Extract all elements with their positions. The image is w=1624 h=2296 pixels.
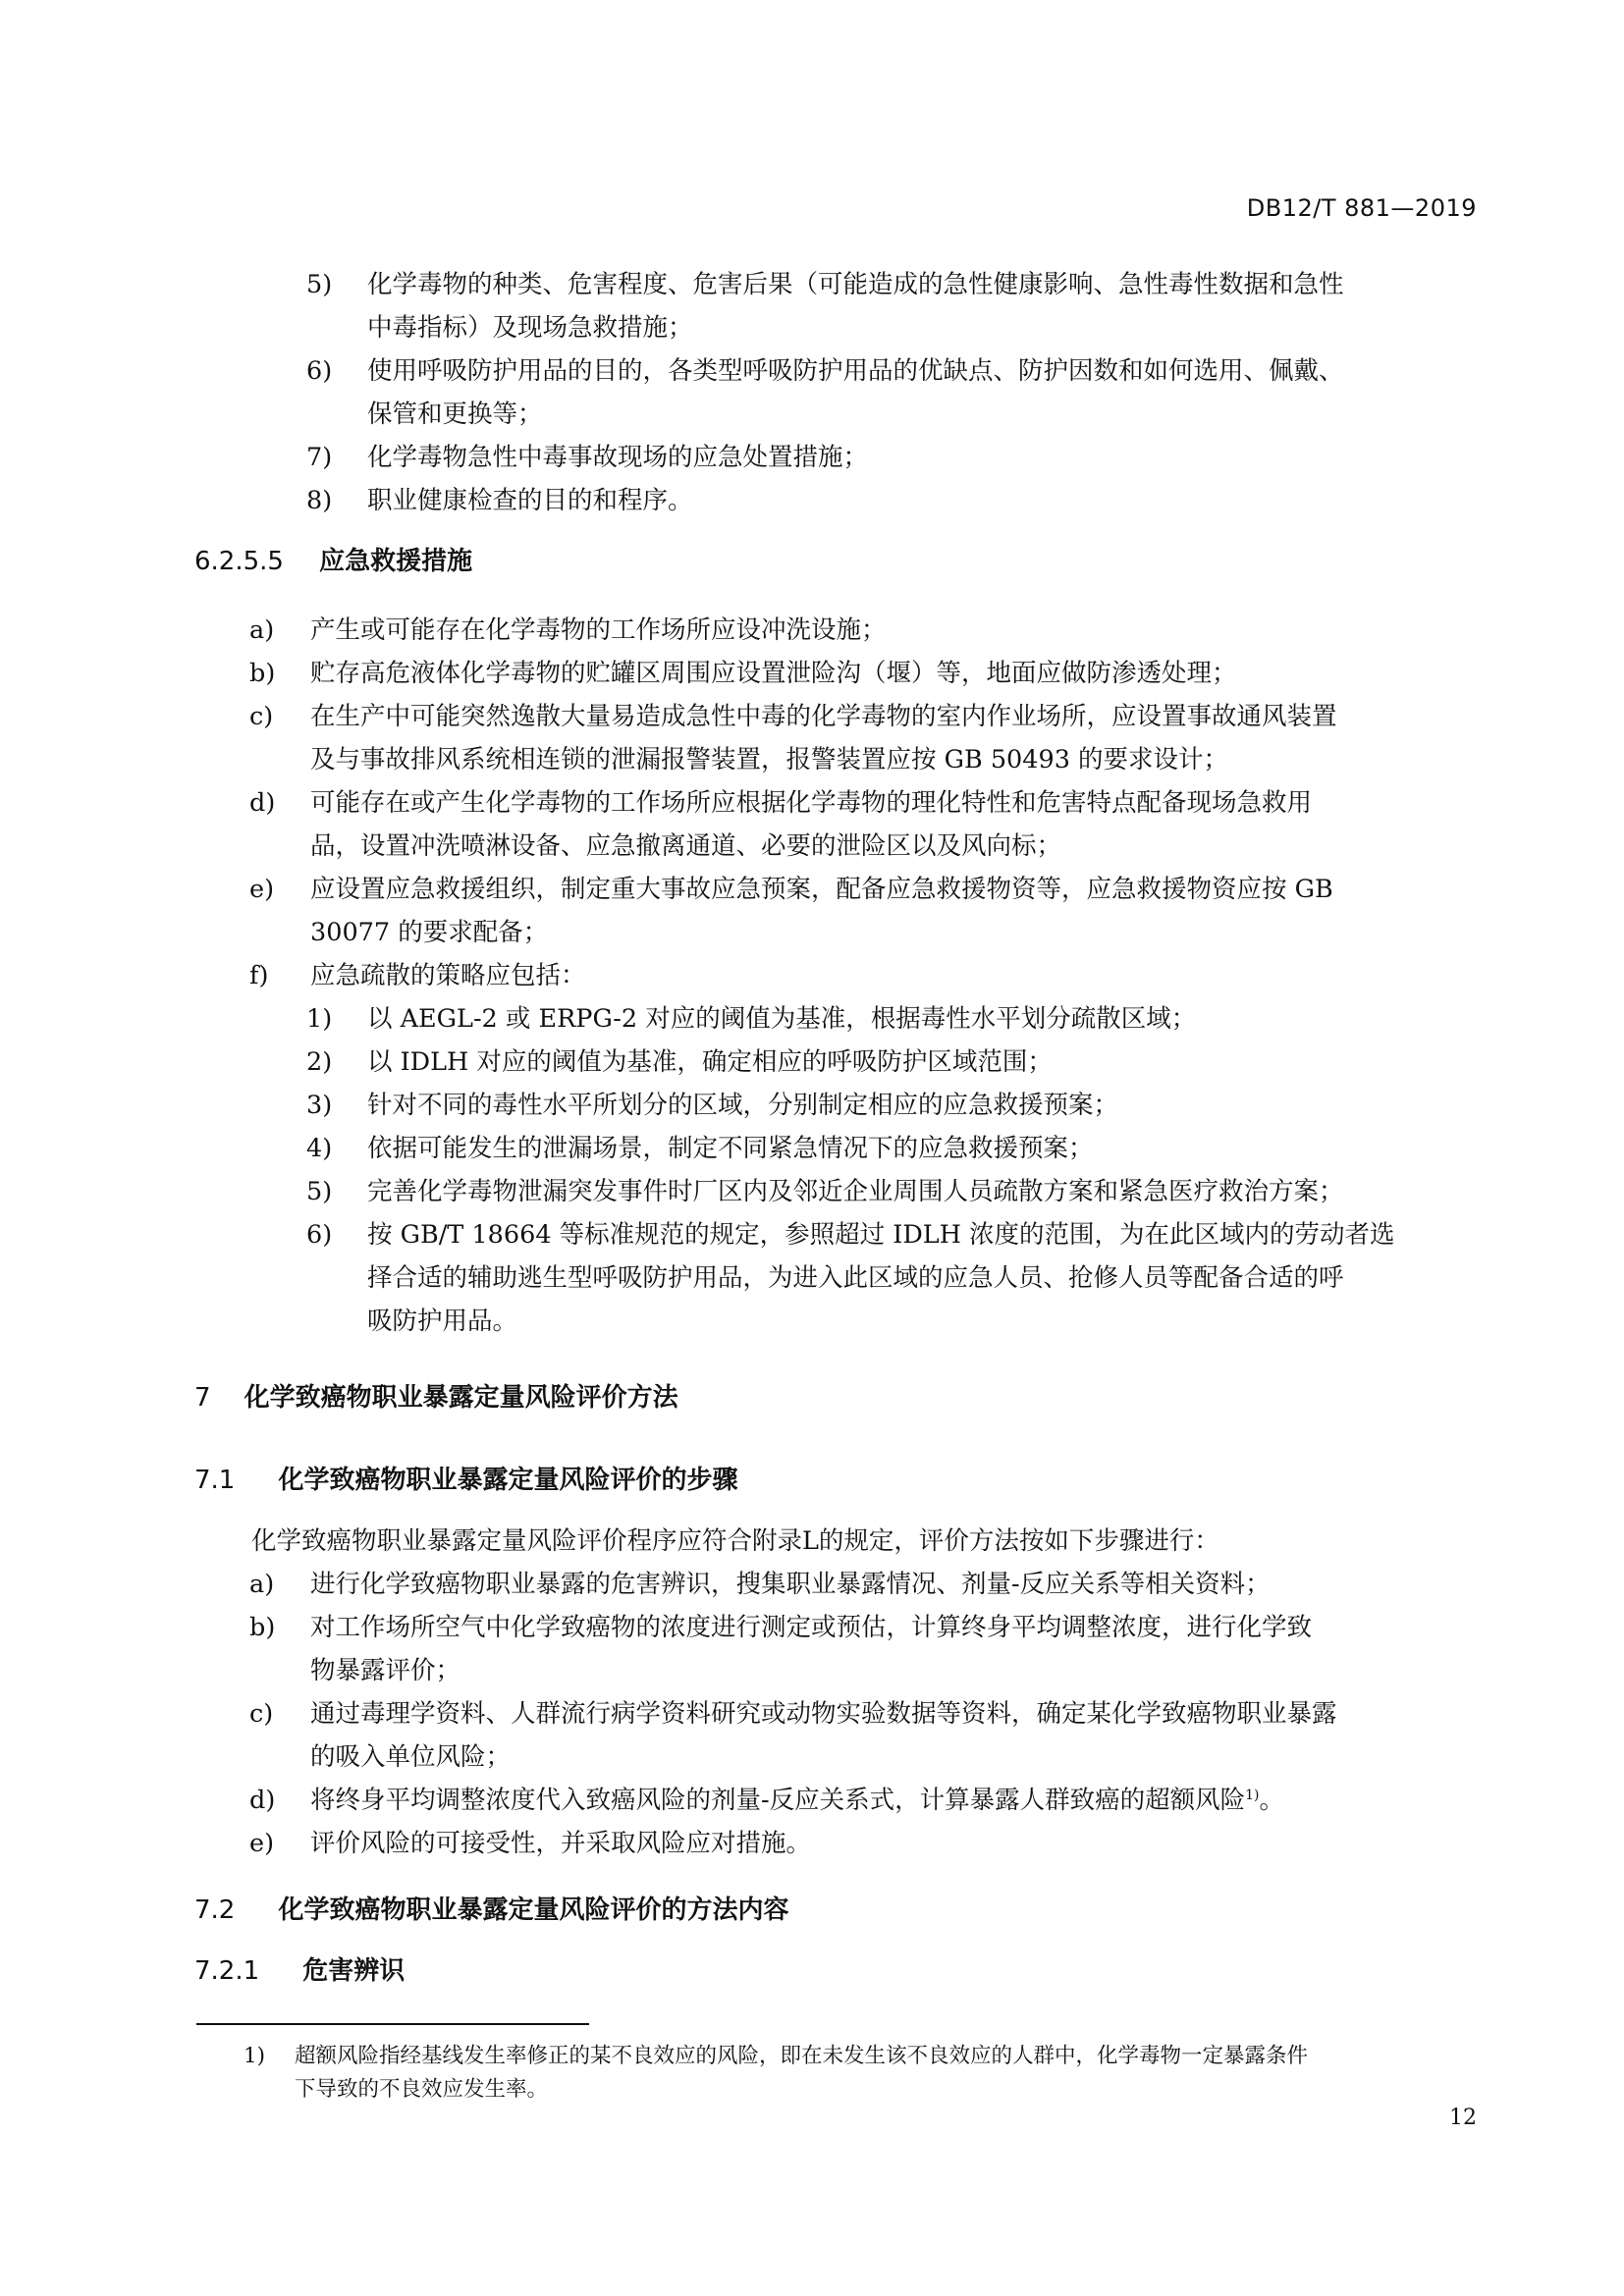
item-letter: d) [249,788,276,818]
item-letter: a) [249,1570,275,1599]
item-text: 应设置应急救援组织，制定重大事故应急预案，配备应急救援物资等，应急救援物资应按 GB [310,875,1333,904]
item-text: 吸防护用品。 [367,1307,518,1336]
footnote-text: 下导致的不良效应发生率。 [295,2077,549,2102]
footnote-divider [196,2023,589,2025]
item-letter: c) [249,702,274,731]
section-heading-6255 [194,540,472,583]
item-number: 2) [306,1047,333,1077]
item-text: 依据可能发生的泄漏场景，制定不同紧急情况下的应急救援预案； [367,1134,1094,1163]
item-text: 以 AEGL-2 或 ERPG-2 对应的阈值为基准，根据毒性水平划分疏散区域； [367,1004,1197,1034]
item-text: 品，设置冲洗喷淋设备、应急撤离通道、必要的泄险区以及风向标； [310,831,1062,861]
section-heading-72 [194,1889,789,1932]
item-text: 将终身平均调整浓度代入致癌风险的剂量-反应关系式，计算暴露人群致癌的超额风险 [310,1786,1246,1815]
item-text: 产生或可能存在化学毒物的工作场所应设冲洗设施； [310,615,887,645]
item-number: 6) [306,1220,333,1250]
item-number: 7) [306,443,333,472]
item-text: 物暴露评价； [310,1656,461,1685]
item-text: 进行化学致癌物职业暴露的危害辨识，搜集职业暴露情况、剂量-反应关系等相关资料； [310,1570,1271,1599]
item-text: 保管和更换等； [367,400,543,429]
intro-paragraph: 化学致癌物职业暴露定量风险评价程序应符合附录L的规定，评价方法按如下步骤进行： [251,1526,1219,1556]
item-text: 使用呼吸防护用品的目的，各类型呼吸防护用品的优缺点、防护因数和如何选用、佩戴、 [367,356,1344,386]
item-letter: f) [249,961,269,990]
item-text-tail: 。 [1259,1786,1285,1815]
item-text: 完善化学毒物泄漏突发事件时厂区内及邻近企业周围人员疏散方案和紧急医疗救治方案； [367,1177,1344,1206]
item-number: 8) [306,486,333,515]
page-number: 12 [1449,2106,1477,2130]
item-number: 5) [306,270,333,299]
item-number: 1) [306,1004,333,1034]
item-letter: e) [249,1829,275,1858]
item-text: 可能存在或产生化学毒物的工作场所应根据化学毒物的理化特性和危害特点配备现场急救用 [310,788,1313,818]
section-number: 6.2.5.5 [194,547,284,576]
section-number: 7.2.1 [194,1956,260,1986]
item-number: 5) [306,1177,333,1206]
item-text: 以 IDLH 对应的阈值为基准，确定相应的呼吸防护区域范围； [367,1047,1053,1077]
section-title: 化学致癌物职业暴露定量风险评价的方法内容 [278,1896,789,1925]
item-text: 职业健康检查的目的和程序。 [367,486,693,515]
item-text: 在生产中可能突然逸散大量易造成急性中毒的化学毒物的室内作业场所，应设置事故通风装置 [310,702,1337,731]
section-title: 化学致癌物职业暴露定量风险评价方法 [244,1383,678,1413]
item-letter: c) [249,1699,274,1729]
section-number: 7.1 [194,1466,236,1495]
item-text: 针对不同的毒性水平所划分的区域，分别制定相应的应急救援预案； [367,1091,1119,1120]
item-text: 通过毒理学资料、人群流行病学资料研究或动物实验数据等资料，确定某化学致癌物职业暴露 [310,1699,1337,1729]
item-letter: e) [249,875,275,904]
item-text: 按 GB/T 18664 等标准规范的规定，参照超过 IDLH 浓度的范围，为在此区域内的劳动者选 [367,1220,1395,1250]
footnote-text: 超额风险指经基线发生率修正的某不良效应的风险，即在未发生该不良效应的人群中，化学毒物一定暴露条件 [295,2044,1309,2068]
footnote-number: 1) [244,2044,266,2068]
item-number: 4) [306,1134,333,1163]
section-title: 危害辨识 [302,1956,406,1986]
section-title: 化学致癌物职业暴露定量风险评价的步骤 [278,1466,738,1495]
document-code: DB12/T 881—2019 [1246,194,1477,222]
item-text: 30077 的要求配备； [310,918,549,947]
item-text: 应急疏散的策略应包括： [310,961,586,990]
section-number: 7.2 [194,1896,236,1925]
item-text: 贮存高危液体化学毒物的贮罐区周围应设置泄险沟（堰）等，地面应做防渗透处理； [310,659,1237,688]
item-text: 化学毒物急性中毒事故现场的应急处置措施； [367,443,869,472]
item-text: 评价风险的可接受性，并采取风险应对措施。 [310,1829,812,1858]
footnote-marker[interactable]: 1) [1245,1788,1260,1803]
item-letter: a) [249,615,275,645]
item-text: 对工作场所空气中化学致癌物的浓度进行测定或预估，计算终身平均调整浓度，进行化学致 [310,1613,1313,1642]
item-text: 的吸入单位风险； [310,1742,512,1772]
section-number: 7 [194,1383,211,1413]
item-number: 3) [306,1091,333,1120]
item-text: 中毒指标）及现场急救措施； [367,313,693,343]
item-text: 化学毒物的种类、危害程度、危害后果（可能造成的急性健康影响、急性毒性数据和急性 [367,270,1344,299]
item-text: 择合适的辅助逃生型呼吸防护用品，为进入此区域的应急人员、抢修人员等配备合适的呼 [367,1263,1344,1293]
item-letter: b) [249,1613,276,1642]
section-heading-721 [194,1949,405,1993]
item-text: 及与事故排风系统相连锁的泄漏报警装置，报警装置应按 GB 50493 的要求设计； [310,745,1229,774]
item-letter: b) [249,659,276,688]
section-title: 应急救援措施 [319,547,473,576]
item-text-with-footnote [310,1779,1284,1822]
section-heading-71 [194,1459,738,1502]
section-heading-7 [194,1376,678,1419]
item-number: 6) [306,356,333,386]
item-letter: d) [249,1786,276,1815]
